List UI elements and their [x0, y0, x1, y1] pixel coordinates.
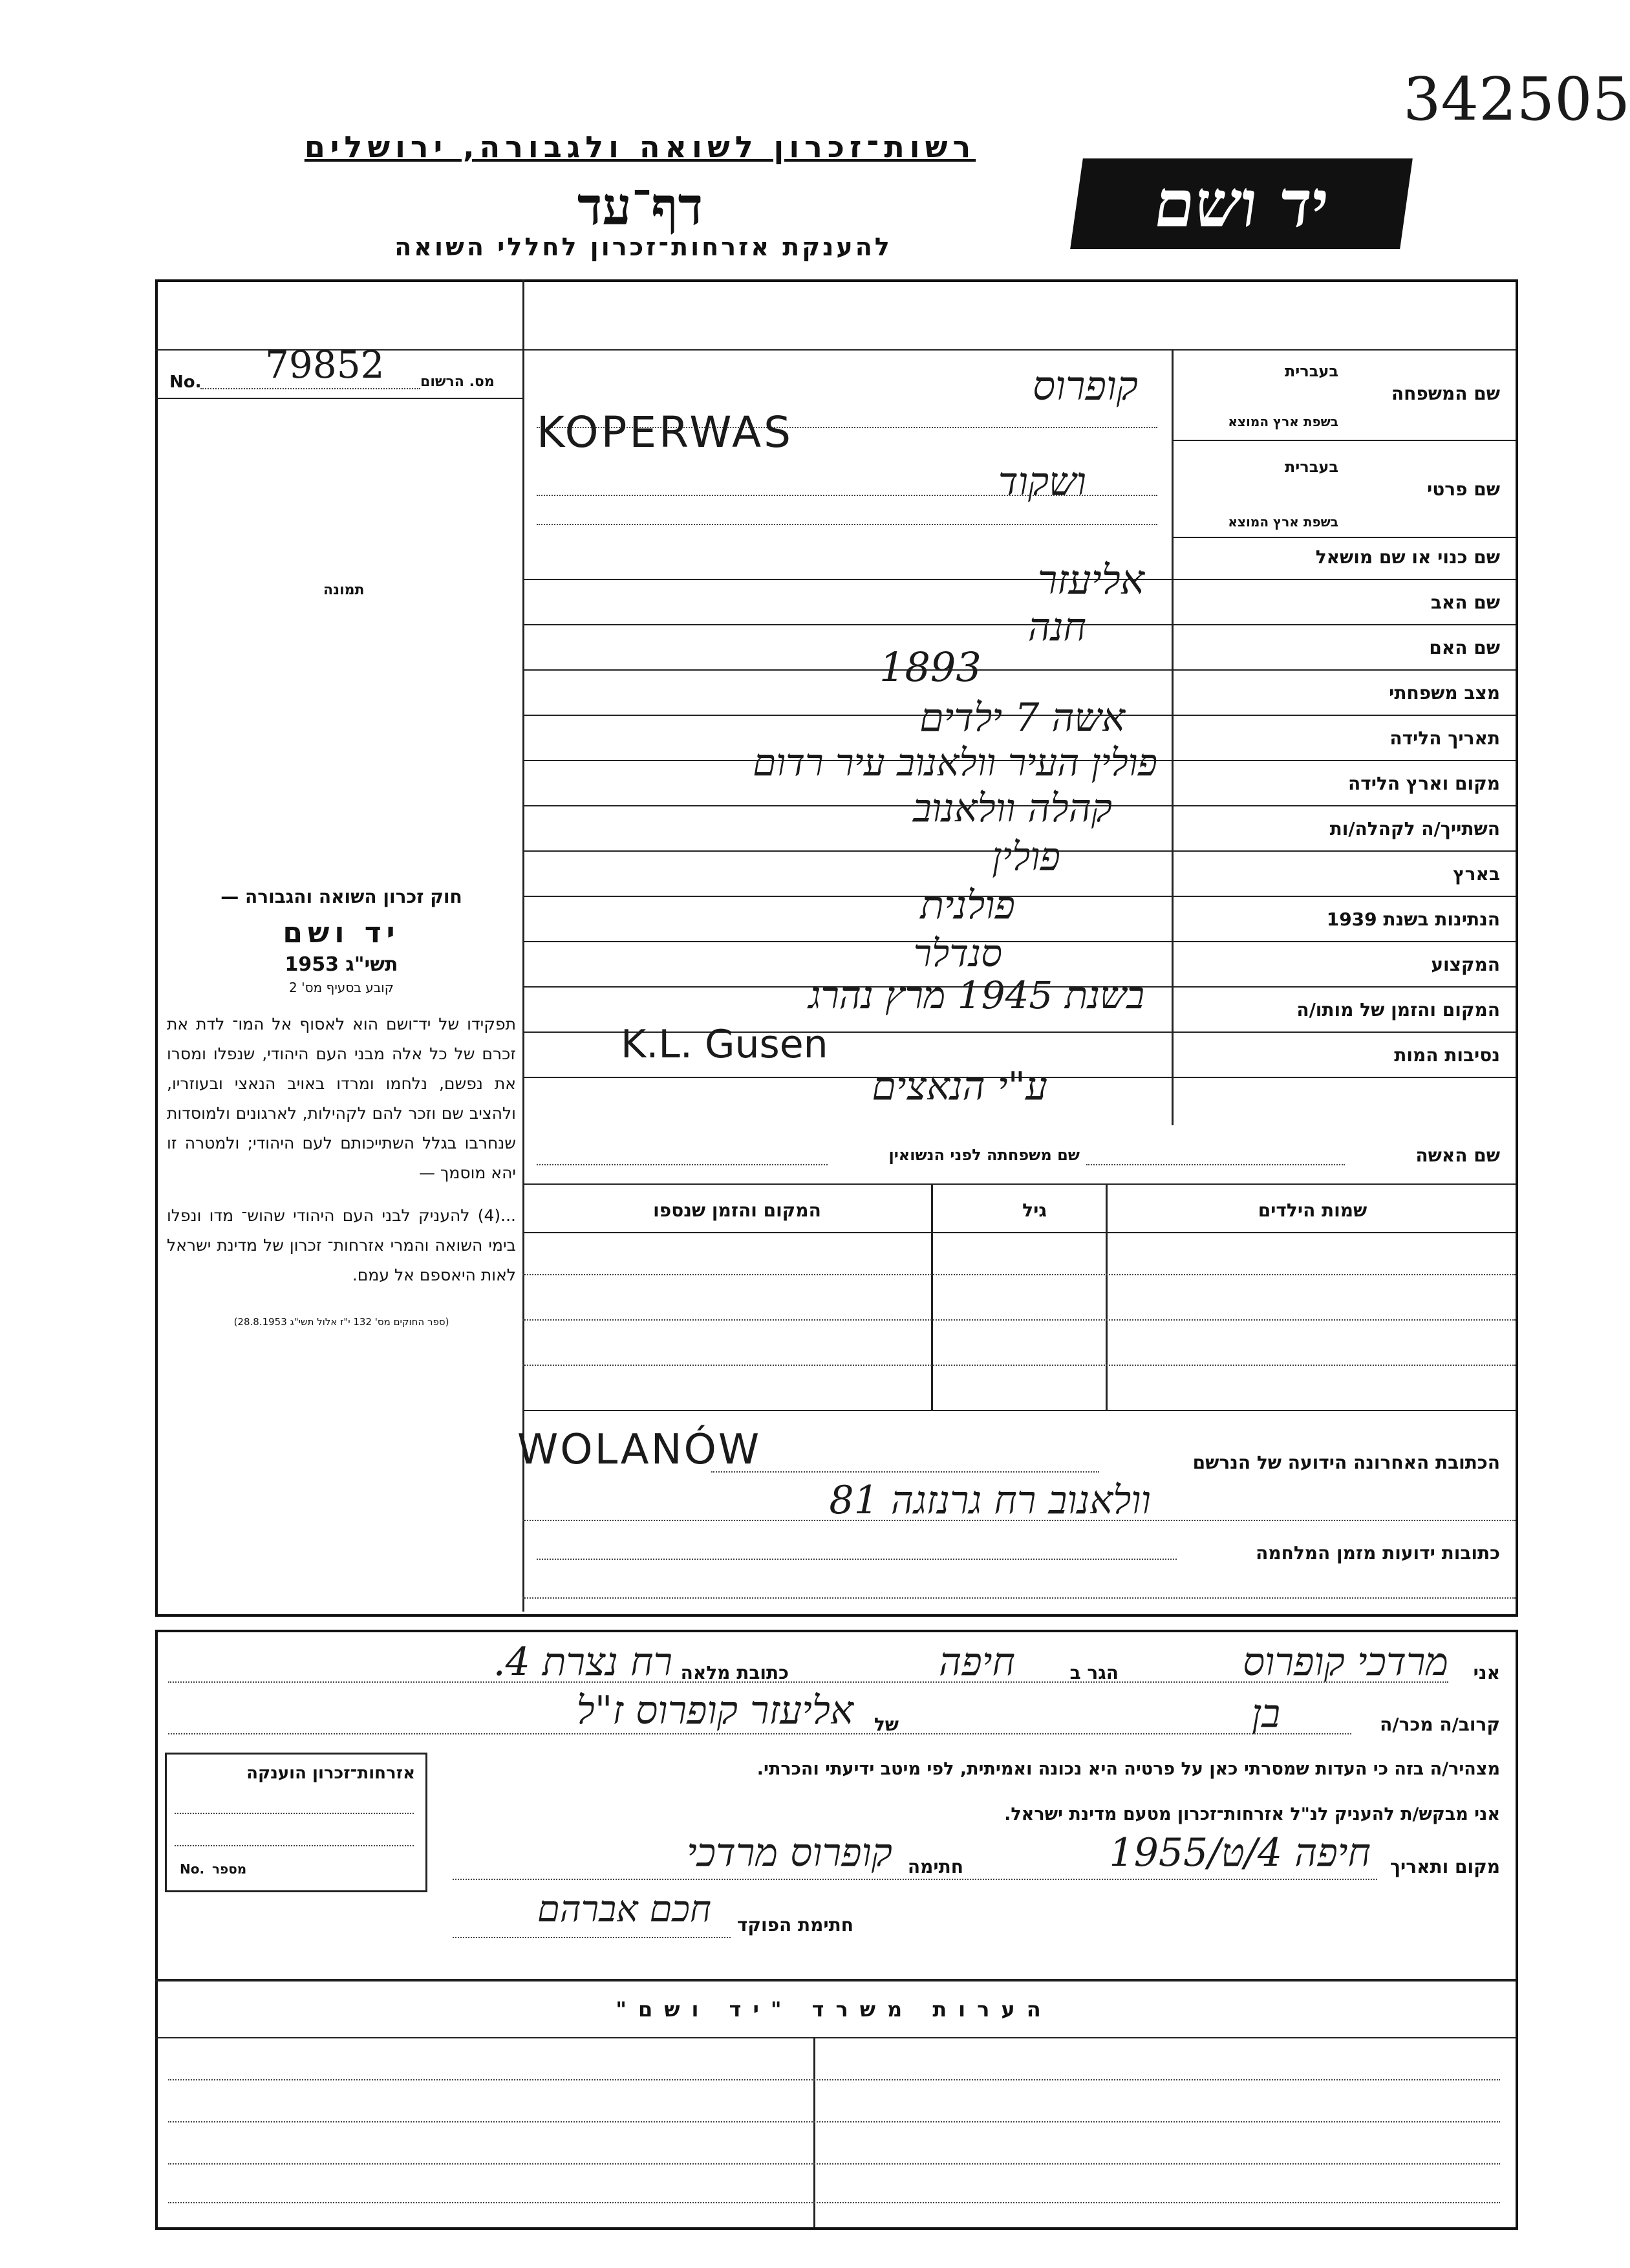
children-header-line — [522, 1232, 1516, 1233]
children-place-header: המקום והזמן שנספו — [653, 1200, 821, 1221]
notes-line-1 — [168, 2079, 1500, 2080]
nickname-label: שם כנוי או שם מושאל — [1315, 546, 1500, 568]
logo-text: יד ושם — [1149, 166, 1334, 242]
wife-row-line — [522, 1183, 1516, 1185]
law-citation: (ספר החוקים מס' 132 י"ז אלול תשי"ג 28.8.1953) — [233, 1316, 449, 1328]
last-address-hebrew-value: וולאנוב רח גרנזגה 81 — [829, 1478, 1151, 1523]
mother-label: שם האם — [1429, 637, 1500, 658]
profession-value: סנדלר — [913, 931, 1002, 975]
family-name-hebrew-label: בעברית — [1284, 362, 1338, 380]
first-name-value: ושקוד — [998, 459, 1086, 504]
father-name-value: אליעזר — [1037, 556, 1144, 603]
label-column-divider — [1172, 349, 1174, 1125]
form-title: דף־עד — [577, 176, 703, 237]
birthplace-value: פולין העיר וולאנוב עיר רדום — [753, 740, 1157, 784]
marital-status-label: מצב משפחתי — [1389, 682, 1500, 704]
declarant-name-value: מרדכי קופרוס — [1243, 1639, 1448, 1685]
wife-dotted-2 — [537, 1164, 828, 1165]
signature-value: קופרוס מרדכי — [687, 1830, 892, 1875]
children-row-2 — [522, 1319, 1516, 1321]
registration-label: מס. הרשום — [420, 374, 495, 390]
death-circumstances-label: נסיבות המות — [1394, 1044, 1500, 1066]
relation-value: בן — [1251, 1691, 1280, 1736]
citizenship-number-label: מספר — [212, 1861, 247, 1877]
officer-signature-value: חכם אברהם — [537, 1888, 711, 1930]
resides-label: הגר ב — [1069, 1662, 1119, 1683]
mother-name-value: חנה — [1027, 605, 1086, 650]
first-name-hebrew-label: בעברית — [1284, 458, 1338, 476]
row-line-10 — [522, 896, 1516, 897]
registration-row-line — [155, 398, 524, 399]
law-text-1: תפקידו של יד־ושם הוא לאסוף אל המו־ לדת את זכרם של כל אלה מבני העם היהודי, שנפלו ומסרו את נפשם, נלחמו ומרדו באויב הנאצי ובעוזריו, ולהציב שם וזכר להם לקהילות, לארגונים ולמוסדות שנחרבו בגלל השתייכותם לעם היהודי; ולמטרה זו יהא מוסמך — — [167, 1015, 516, 1182]
notes-divider — [813, 2037, 815, 2227]
first-name-label: שם פרטי — [1426, 479, 1500, 500]
law-title: חוק זכרון השואה והגבורה — — [220, 886, 462, 907]
war-address-label: כתובות ידועות מזמן המלחמה — [1256, 1542, 1500, 1564]
country-value: פולין — [992, 834, 1060, 880]
notes-line-4 — [168, 2202, 1500, 2203]
last-address-dotted-2 — [522, 1520, 1516, 1521]
children-col-divider-2 — [931, 1183, 933, 1410]
officer-line — [453, 1937, 731, 1938]
place-date-line — [453, 1879, 1377, 1880]
family-name-label: שם המשפחה — [1391, 383, 1500, 404]
declarant-i-label: אני — [1473, 1662, 1500, 1683]
last-address-dotted — [711, 1471, 1099, 1473]
notes-title: הערות משרד "יד ושם" — [616, 1997, 1053, 2022]
law-box — [167, 886, 516, 1328]
relation-line — [168, 1733, 1351, 1734]
row-line-11 — [522, 941, 1516, 942]
children-col-divider-1 — [1106, 1183, 1108, 1410]
birthdate-value: אשה 7 ילדים — [919, 695, 1125, 740]
declaration-statement: מצהיר/ה בזה כי העדות שמסרתי כאן על פרטיה היא נכונה ואמיתית, לפי מיטב ידיעתי והכרתי. — [756, 1759, 1500, 1779]
children-row-3 — [522, 1365, 1516, 1366]
notes-line-3 — [168, 2163, 1500, 2165]
row-line-5 — [522, 669, 1516, 671]
citizenship-value: פולנית — [920, 883, 1015, 928]
notes-header-line — [155, 2037, 1516, 2038]
citizenship-granted-line-1 — [175, 1813, 414, 1814]
relation-label: קרוב/ה מכר/ה — [1380, 1714, 1500, 1735]
form-subtitle: להענקת אזרחות־זכרון לחללי השואה — [394, 233, 892, 261]
place-date-value: חיפה 4/ט/1955 — [1109, 1830, 1371, 1875]
family-name-latin-value: KOPERWAS — [537, 407, 793, 457]
of-value: אליעזר קופרוס ז"ל — [576, 1688, 853, 1733]
marital-status-value: 1893 — [879, 643, 981, 691]
wife-maiden-name-label: שם משפחתה לפני הנשואין — [888, 1146, 1080, 1164]
community-value: קהלה וולאנוב — [912, 786, 1112, 831]
law-clause: קובע בסעיף מס' 2 — [289, 980, 394, 995]
of-label: של — [874, 1714, 899, 1735]
photo-label: תמונה — [323, 582, 365, 598]
citizenship-request: אני מבקש/ת להעניק לנ"ל אזרחות־זכרון מטעם מדינת ישראל. — [1004, 1804, 1500, 1824]
death-camp-value: K.L. Gusen — [621, 1022, 828, 1067]
notes-top-line — [155, 1979, 1516, 1982]
first-name-origin-label: בשפת ארץ המוצא — [1228, 514, 1338, 530]
place-date-label: מקום ותאריך — [1389, 1856, 1500, 1877]
wife-label: שם האשה — [1415, 1145, 1500, 1166]
law-text-2: ...(4) להעניק לבני העם היהודי שהוש־ מדו ונפלו בימי השואה והמרי אזרחות־ זכרון של מדינת ישראל לאות היאספם אל עמם. — [167, 1206, 516, 1284]
children-row-1 — [522, 1274, 1516, 1275]
death-place-label: המקום והזמן של מותו/ה — [1296, 999, 1500, 1021]
citizenship-1939-label: הנתינות בשנת 1939 — [1326, 909, 1500, 930]
registration-no-label: No. — [169, 373, 202, 392]
citizenship-no-label: No. — [180, 1861, 205, 1877]
law-name: יד ושם — [283, 916, 400, 949]
profession-label: המקצוע — [1431, 954, 1500, 975]
citizenship-granted-box — [165, 1753, 427, 1892]
family-name-origin-label: בשפת ארץ המוצא — [1228, 414, 1338, 429]
registration-number: 79852 — [265, 343, 385, 387]
children-names-header: שמות הילדים — [1258, 1200, 1367, 1221]
country-label: בארץ — [1453, 863, 1500, 885]
family-name-hebrew-value: קופרוס — [1032, 362, 1138, 409]
citizenship-granted-title: אזרחות־זכרון הוענקה — [246, 1764, 415, 1783]
full-address-label: כתובת מלאה — [680, 1662, 789, 1683]
authority-title: רשות־זכרון לשואה ולגבורה, ירושלים — [304, 129, 976, 164]
birthdate-label: תאריך הלידה — [1389, 728, 1500, 749]
registration-line — [200, 388, 420, 389]
citizenship-granted-line-2 — [175, 1845, 414, 1846]
notes-line-2 — [168, 2121, 1500, 2122]
community-label: השתייך/ה לקהלה/ות — [1329, 818, 1500, 839]
war-address-dotted — [537, 1559, 1177, 1560]
law-year: תשי"ג 1953 — [284, 953, 398, 976]
death-place-value: בשנת 1945 מרץ נהרג — [808, 973, 1144, 1017]
archive-stamp-number: 342505 — [1403, 65, 1630, 134]
declarant-city-value: חיפה — [939, 1639, 1015, 1685]
row-line-2 — [1172, 537, 1516, 538]
wife-dotted-1 — [1086, 1164, 1345, 1165]
father-label: שם האב — [1430, 592, 1500, 613]
last-address-label: הכתובת האחרונה הידועה של הנרשם — [1192, 1452, 1500, 1473]
left-column-divider — [522, 279, 524, 1612]
birthplace-label: מקום וארץ הלידה — [1348, 773, 1500, 794]
children-bottom-line — [522, 1410, 1516, 1411]
officer-signature-label: חתימת הפוקד — [736, 1914, 853, 1936]
yad-vashem-logo — [1070, 158, 1413, 249]
children-age-header: גיל — [1022, 1200, 1047, 1221]
last-address-latin-value: WOLANÓW — [517, 1426, 762, 1474]
row-line-1 — [1172, 440, 1516, 441]
declarant-line — [168, 1681, 1448, 1683]
value-dotted-3 — [537, 524, 1157, 525]
war-address-dotted-2 — [522, 1597, 1516, 1599]
signature-label: חתימה — [907, 1856, 963, 1877]
full-address-value: רח נצרת 4. — [493, 1639, 672, 1685]
death-circumstances-value: ע"י הנאצים — [872, 1064, 1047, 1109]
